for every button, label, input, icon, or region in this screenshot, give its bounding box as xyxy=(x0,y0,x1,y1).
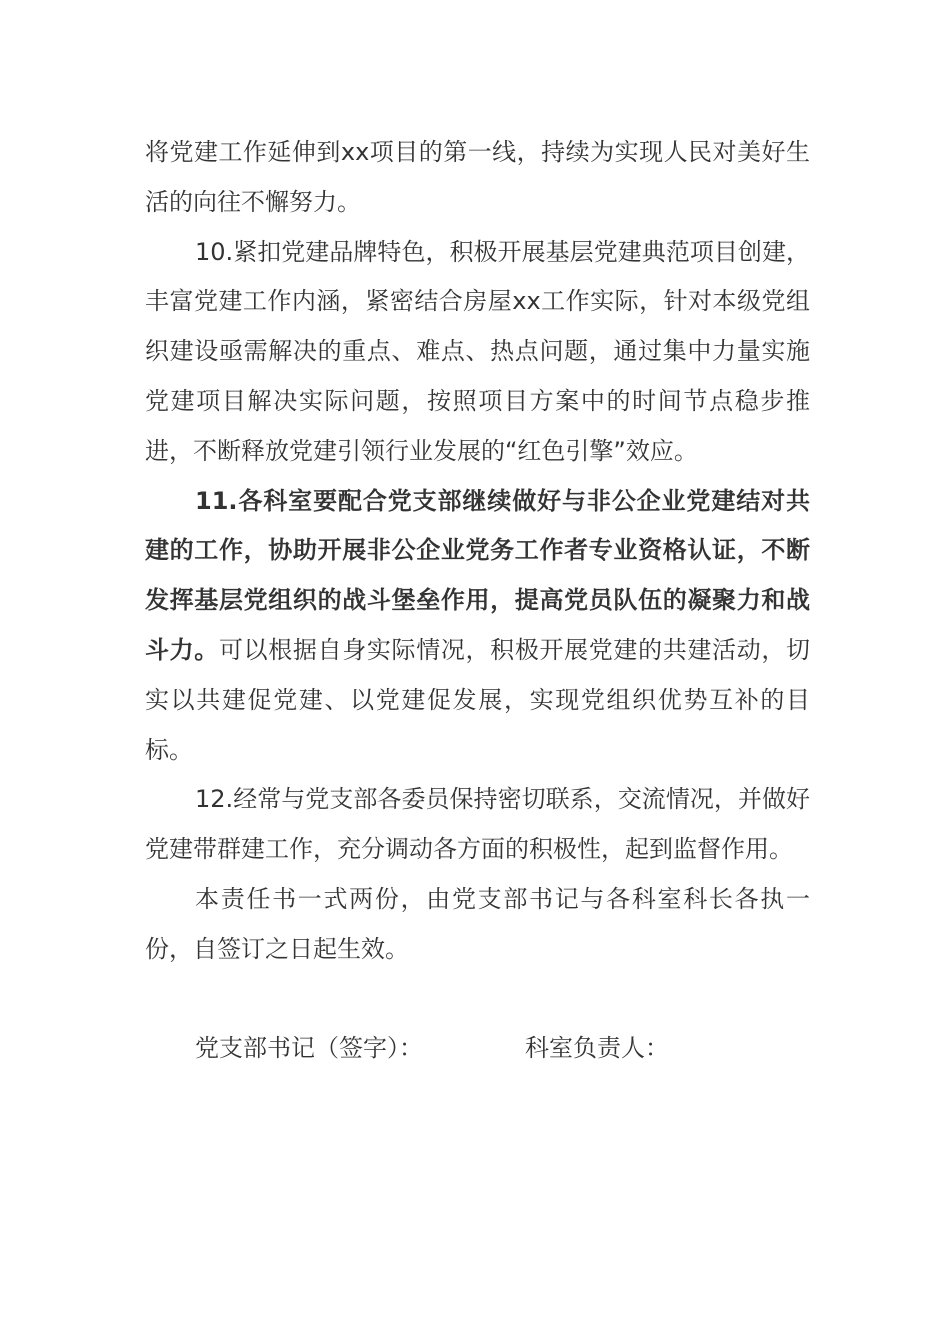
signature-office-head-label: 科室负责人： xyxy=(525,1034,669,1063)
paragraph-item-11-rest: 可以根据自身实际情况，积极开展党建的共建活动，切实以共建促党建、以党建促发展，实现党组织优势互补的目标。 xyxy=(145,635,811,764)
blank-line xyxy=(145,975,810,1025)
document-body xyxy=(145,128,810,1074)
paragraph-item-11 xyxy=(145,477,810,776)
paragraph-continuation: 将党建工作延伸到xx项目的第一线，持续为实现人民对美好生活的向往不懈努力。 xyxy=(145,138,810,216)
signature-row xyxy=(145,1024,810,1074)
paragraph-item-10: 10.紧扣党建品牌特色，积极开展基层党建典范项目创建，丰富党建工作内涵，紧密结合房屋xx工作实际，针对本级党组织建设亟需解决的重点、难点、热点问题，通过集中力量实施党建项目解决实际问题，按照项目方案中的时间节点稳步推进，不断释放党建引领行业发展的“红色引擎”效应。 xyxy=(145,237,810,465)
signature-secretary-label: 党支部书记（签字）： xyxy=(195,1034,423,1063)
paragraph-copies: 本责任书一式两份，由党支部书记与各科室科长各执一份，自签订之日起生效。 xyxy=(145,884,810,963)
paragraph-item-11-bold: 11.各科室要配合党支部继续做好与非公企业党建结对共建的工作，协助开展非公企业党务工作者专业资格认证，不断发挥基层党组织的战斗堡垒作用，提高党员队伍的凝聚力和战斗力。 xyxy=(145,486,810,664)
paragraph-item-12: 12.经常与党支部各委员保持密切联系，交流情况，并做好党建带群建工作，充分调动各方面的积极性，起到监督作用。 xyxy=(145,785,810,864)
